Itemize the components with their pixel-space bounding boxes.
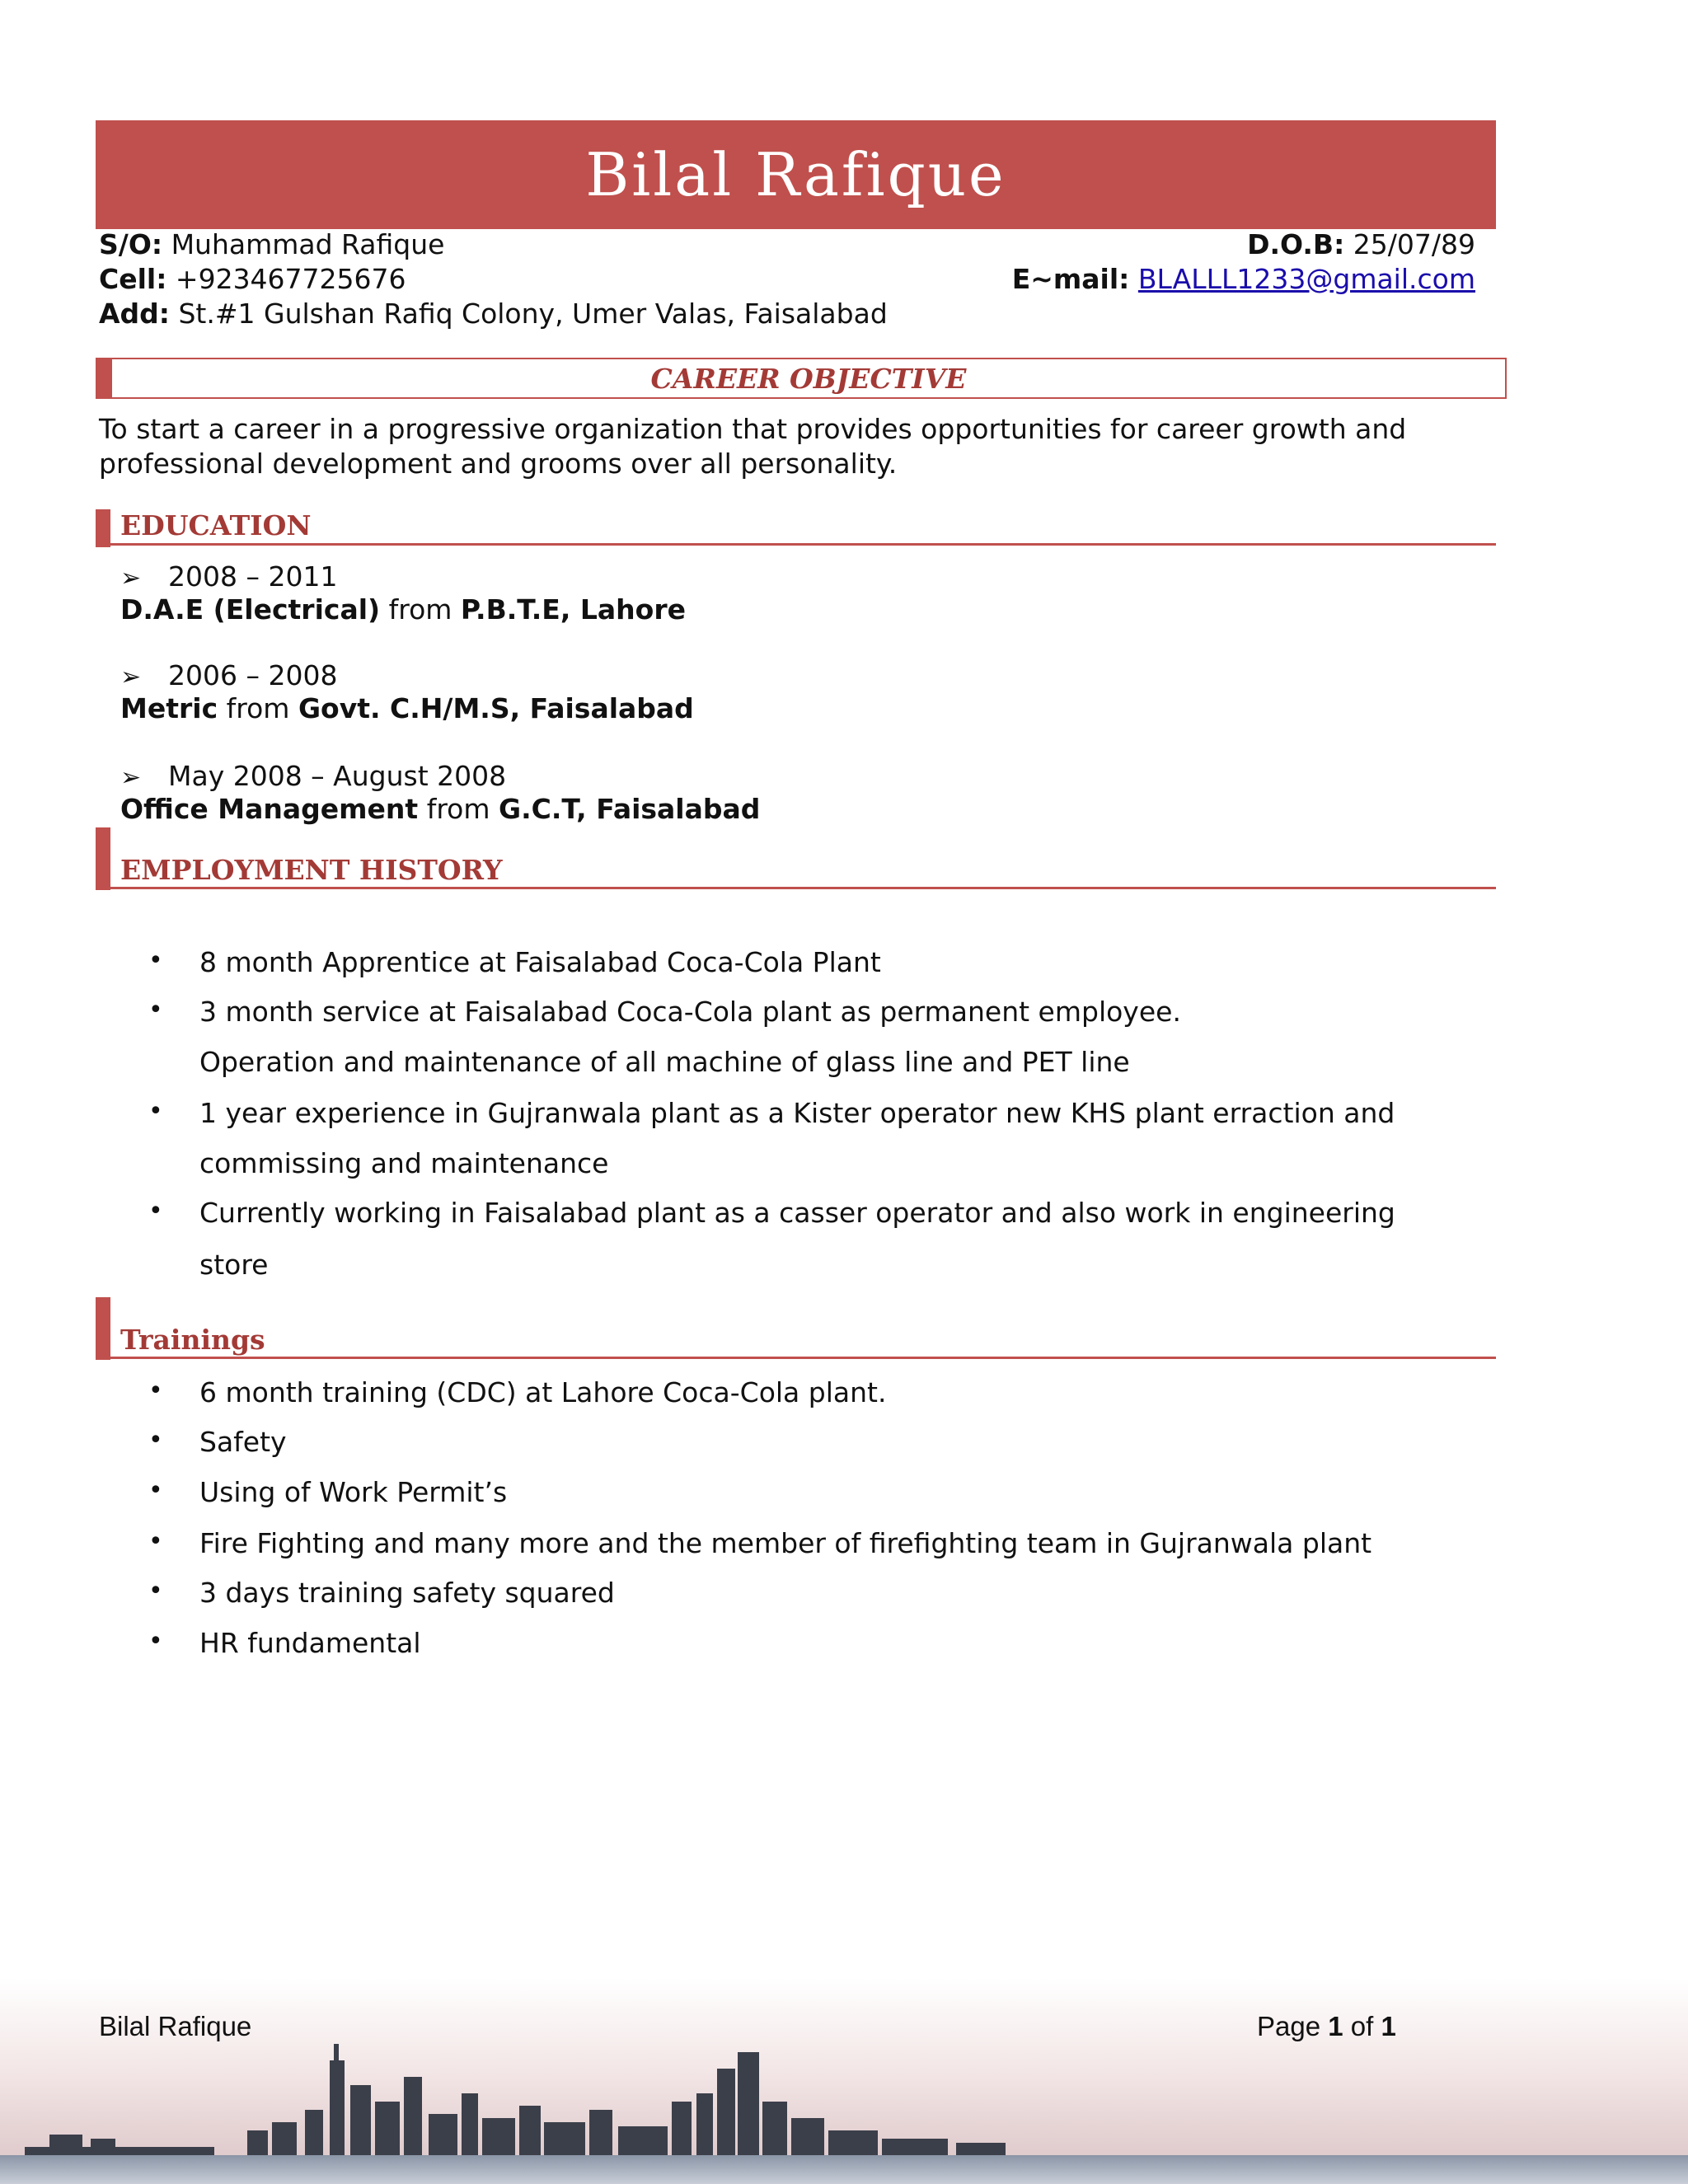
education-years: ➢ 2008 – 2011 xyxy=(120,560,338,593)
bullet-dot-icon: • xyxy=(148,1577,163,1605)
education-years: ➢ 2006 – 2008 xyxy=(120,659,338,691)
bullet-dot-icon: • xyxy=(148,1097,163,1126)
career-objective-line: professional development and grooms over all personality. xyxy=(99,448,898,480)
career-objective-heading-box xyxy=(96,358,1507,399)
arrow-bullet-icon: ➢ xyxy=(120,663,142,691)
career-objective-text xyxy=(99,412,1500,481)
heading-accent xyxy=(96,509,110,547)
heading-accent xyxy=(96,827,110,890)
arrow-bullet-icon: ➢ xyxy=(120,564,142,593)
cell-value: +923467725676 xyxy=(175,263,406,295)
bullet-dot-icon: • xyxy=(148,1197,163,1226)
so-value: Muhammad Rafique xyxy=(171,228,445,260)
bullet-dot-icon: • xyxy=(148,1426,163,1455)
trainings-heading: Trainings xyxy=(120,1324,265,1356)
bullet-dot-icon: • xyxy=(148,1376,163,1405)
cell-label: Cell: xyxy=(99,263,167,295)
dob-value: 25/07/89 xyxy=(1353,228,1475,260)
education-section-heading xyxy=(96,509,1496,547)
address-line xyxy=(99,297,888,331)
so-label: S/O: xyxy=(99,228,163,260)
career-objective-line: To start a career in a progressive organization that provides opportunities for career growth and xyxy=(99,413,1407,445)
bullet-dot-icon: • xyxy=(148,1627,163,1656)
email-label: E~mail: xyxy=(1011,263,1130,295)
email-link[interactable]: BLALLL1233@gmail.com xyxy=(1137,263,1475,295)
address-value: St.#1 Gulshan Rafiq Colony, Umer Valas, Faisalabad xyxy=(178,298,888,330)
cell-line xyxy=(99,262,406,297)
arrow-bullet-icon: ➢ xyxy=(120,763,142,792)
dob-label: D.O.B: xyxy=(1247,228,1345,260)
heading-rule xyxy=(110,887,1496,889)
employment-heading: EMPLOYMENT HISTORY xyxy=(120,854,503,886)
email-line xyxy=(1012,262,1475,297)
bullet-dot-icon: • xyxy=(148,1476,163,1505)
so-line xyxy=(99,227,444,262)
trainings-section-heading xyxy=(96,1297,1496,1361)
education-entry: D.A.E (Electrical) from P.B.T.E, Lahore xyxy=(120,593,686,626)
dob-line xyxy=(1247,227,1475,262)
bullet-dot-icon: • xyxy=(148,996,163,1024)
bullet-dot-icon: • xyxy=(148,1527,163,1556)
footer-name: Bilal Rafique xyxy=(99,2011,252,2041)
bullet-dot-icon: • xyxy=(148,946,163,975)
candidate-name: Bilal Rafique xyxy=(585,140,1006,209)
heading-accent xyxy=(96,358,110,399)
heading-accent xyxy=(96,1297,110,1360)
resume-page: Bilal Rafique S/O: Muhammad Rafique D.O.B: 25/07/89 Cell: +923467725676 E~mail: BLALLL1233@gmail.com Add: St.#1 Gulshan Rafiq Colony, Umer Valas, Faisalabad CAREER OBJECTIVE To start a career in a progressive organization that provides opportunities for career growth and professional development and grooms over all personality. EDUCATION ➢ 2008 – 2011 D.A.E (Electrical) from P.B.T.E, Lahore ➢ 2006 – 2008 Metric from Govt. C.H/M.S, Faisalabad ➢ May 2008 – August 2008 Office Management from G.C.T, Faisalabad EMPLOYMENT HISTORY • 8 month Apprentice at Faisalabad Coca-Cola Plant • 3 month service at Faisalabad Coca-Cola plant as permanent employee. Operation and maintenance of all machine of glass line and PET line • 1 year experience in Gujranwala plant as a Kister operator new KHS plant erraction and commissing and maintenance • Currently working in Faisalabad plant as a casser operator and also work in engineering store Trainings • 6 month training (CDC) at Lahore Coca-Cola plant. • Safety • Using of Work Permit’s • Fire Fighting and many more and the member of firefighting team in Gujranwala plant • 3 days training safety squared • HR fundamental Bilal Rafique Page 1 of 1 xyxy=(0,0,1688,2184)
address-label: Add: xyxy=(99,298,170,330)
education-years: ➢ May 2008 – August 2008 xyxy=(120,760,507,792)
employment-section-heading xyxy=(96,827,1496,892)
heading-rule xyxy=(110,543,1496,546)
education-heading: EDUCATION xyxy=(120,509,312,541)
career-objective-heading: CAREER OBJECTIVE xyxy=(650,362,967,395)
name-banner xyxy=(96,120,1496,229)
education-entry: Metric from Govt. C.H/M.S, Faisalabad xyxy=(120,692,694,724)
education-entry: Office Management from G.C.T, Faisalabad xyxy=(120,793,761,825)
heading-frame xyxy=(110,358,1507,399)
city-skyline-image xyxy=(0,1978,1688,2184)
footer-page-number: Page 1 of 1 xyxy=(1257,2011,1396,2041)
heading-rule xyxy=(110,1357,1496,1359)
